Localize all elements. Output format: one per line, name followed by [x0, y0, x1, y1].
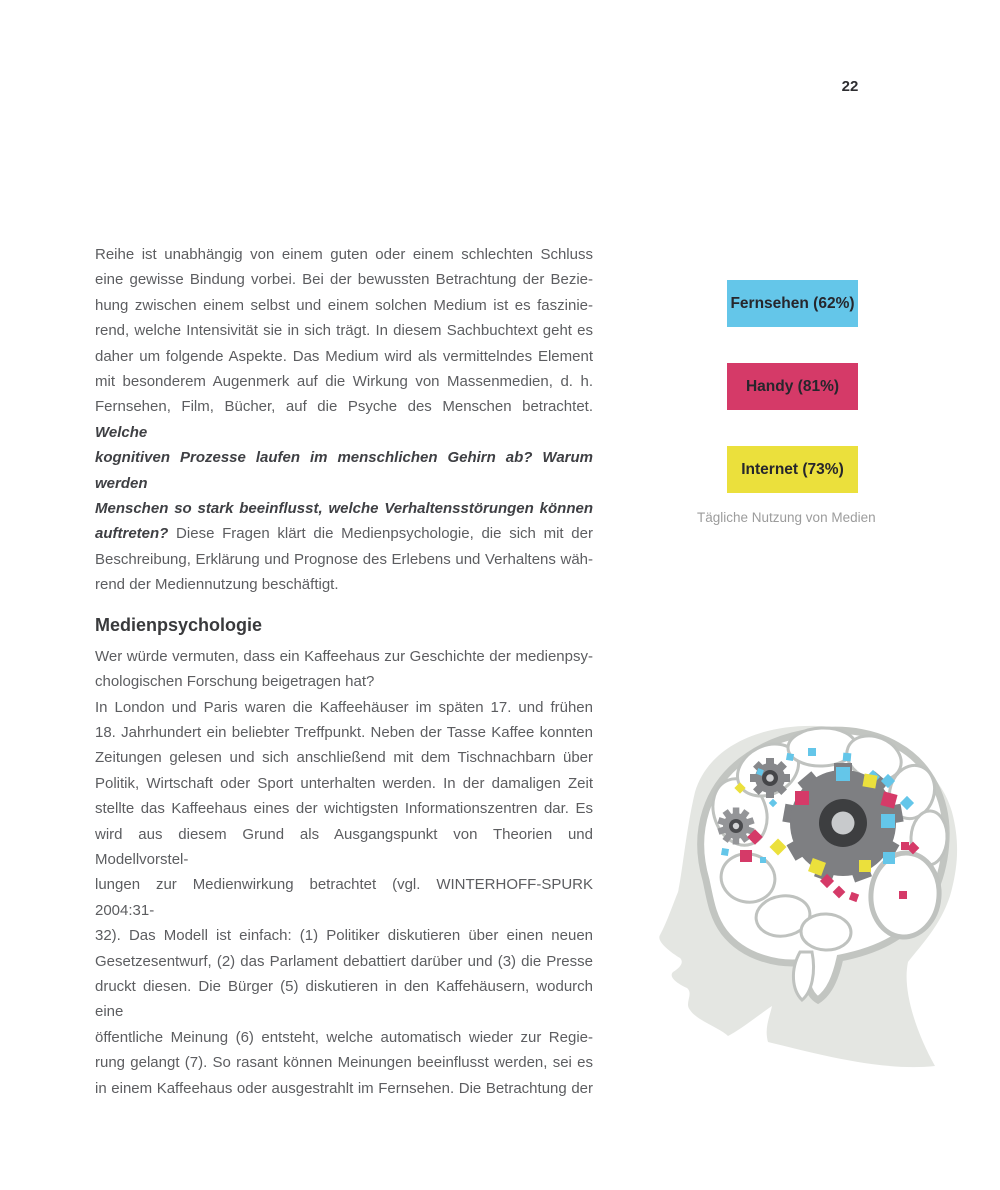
media-usage-label: Handy (81%): [745, 377, 840, 395]
media-bit: [808, 748, 816, 756]
paragraph: [95, 242, 593, 598]
text-line: auftreten? Diese Fragen klärt die Medienpsychologie, die sich mit der: [95, 525, 593, 543]
media-bit: [760, 857, 766, 863]
figure-caption: Tägliche Nutzung von Medien: [697, 510, 876, 525]
text-line: 32). Das Modell ist einfach: (1) Politiker diskutieren über einen neuen: [95, 927, 593, 945]
media-bit: [795, 791, 809, 805]
text-line: Menschen so stark beeinflusst, welche Verhaltensstörungen können: [95, 500, 593, 518]
text-line: öffentliche Meinung (6) entsteht, welche automatisch wieder zur Regie-: [95, 1028, 593, 1046]
media-bit: [786, 753, 794, 761]
media-bit: [843, 753, 852, 762]
media-bit: [881, 814, 895, 828]
page-number: 22: [841, 78, 859, 95]
article-text: [95, 242, 593, 1101]
text-line: wird aus diesem Grund als Ausgangspunkt von Theorien und Modellvorstel-: [95, 825, 593, 868]
text-line: stellte das Kaffeehaus eines der wichtigsten Informationszentren dar. Es: [95, 800, 593, 818]
text-line: chologischen Forschung beigetragen hat?: [95, 673, 375, 691]
text-line: eine gewisse Bindung vorbei. Bei der bewussten Betrachtung der Bezie-: [95, 271, 593, 289]
text-line: Politik, Wirtschaft oder Sport unterhalten werden. In der damaligen Zeit: [95, 774, 593, 792]
text-line: Fernsehen, Film, Bücher, auf die Psyche des Menschen betrachtet. Welche: [95, 398, 593, 441]
section-heading: Medienpsychologie: [95, 614, 263, 635]
media-bit: [862, 773, 877, 788]
text-line: hung zwischen einem selbst und einem solchen Medium ist es faszinie-: [95, 296, 593, 314]
media-bit: [836, 767, 850, 781]
text-line: rend der Mediennutzung beschäftigt.: [95, 576, 339, 594]
paragraph: [95, 644, 593, 1101]
text-line: Zeitungen gelesen und sich anschließend mit dem Tischnachbarn über: [95, 749, 593, 767]
media-usage-box-internet: [727, 446, 858, 493]
text-line: mit besonderem Augenmerk auf die Wirkung von Massenmedien, d. h.: [95, 373, 593, 391]
small-gear-icon: [750, 758, 790, 798]
text-line: rung gelangt (7). So rasant können Meinungen beeinflusst werden, sei es: [95, 1054, 593, 1072]
media-usage-box-handy: [727, 363, 858, 410]
media-bit: [899, 891, 907, 899]
text-line: daher um folgende Aspekte. Das Medium wird als vermittelndes Element: [95, 347, 593, 365]
text-line: Wer würde vermuten, dass ein Kaffeehaus zur Geschichte der medienpsy-: [95, 647, 593, 665]
media-bit: [721, 848, 729, 856]
head-brain-illustration: [640, 700, 980, 1090]
text-line: kognitiven Prozesse laufen im menschlichen Gehirn ab? Warum werden: [95, 449, 593, 492]
text-line: Gesetzesentwurf, (2) das Parlament debattiert darüber und (3) die Presse: [95, 952, 593, 970]
media-bit: [901, 842, 909, 850]
media-bit: [859, 860, 871, 872]
media-bit: [740, 850, 752, 862]
text-line: Beschreibung, Erklärung und Prognose des Erlebens und Verhaltens wäh-: [95, 550, 593, 568]
media-usage-box-fernsehen: [727, 280, 858, 327]
media-usage-figure: [727, 280, 858, 529]
text-line: in einem Kaffeehaus oder ausgestrahlt im Fernsehen. Die Betrachtung der: [95, 1079, 593, 1097]
text-line: rend, welche Intensivität sie in sich trägt. In diesem Sachbuchtext geht es: [95, 322, 593, 340]
text-line: lungen zur Medienwirkung betrachtet (vgl. WINTERHOFF-SPURK 2004:31-: [95, 876, 593, 919]
text-line: Reihe ist unabhängig von einem guten oder einem schlechten Schluss: [95, 246, 593, 263]
text-line: 18. Jahrhundert ein beliebter Treffpunkt. Neben der Tasse Kaffee konnten: [95, 723, 593, 741]
text-line: In London und Paris waren die Kaffeehäuser im späten 17. und frühen: [95, 698, 593, 716]
media-bit: [883, 852, 895, 864]
text-line: druckt diesen. Die Bürger (5) diskutieren in den Kaffehäusern, wodurch eine: [95, 977, 593, 1021]
media-usage-label: Internet (73%): [741, 460, 844, 478]
media-usage-label: Fernsehen (62%): [730, 294, 855, 312]
